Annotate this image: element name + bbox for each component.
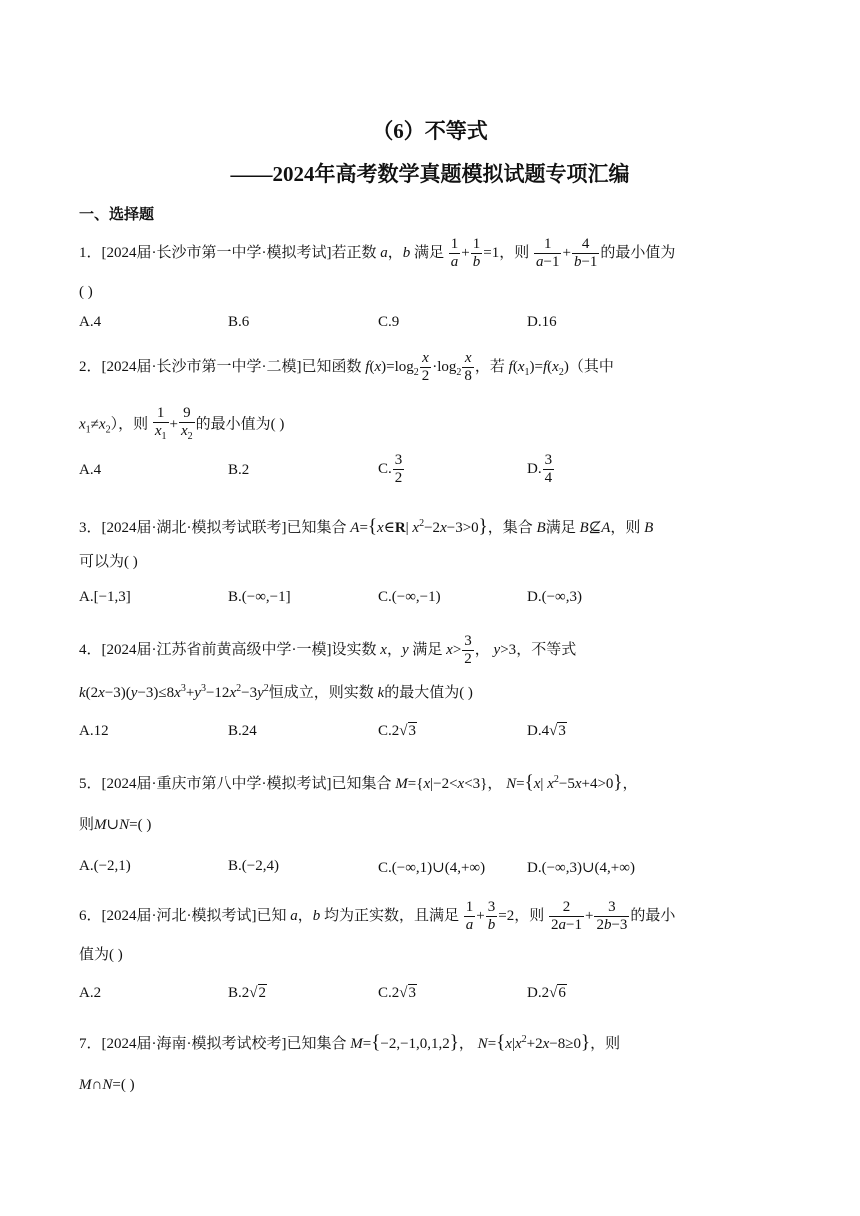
question-2-stem: 2．[2024届·长沙市第一中学·二模]已知函数 $f(x)=\log_2$ $\frac{x}{2}$ $\cdot\log_2$ $\frac{x}{8}$ ，若 $f(x_1)=f(x_2)$（其中 <box>79 350 614 384</box>
option-d: D.(−∞,3) <box>527 589 582 605</box>
option-a: A.2 <box>79 985 102 1001</box>
option-d: D.(−∞,3)∪(4,+∞) <box>527 860 635 876</box>
option-a: A.[−1,3] <box>79 589 131 605</box>
option-b: B.(−∞,−1] <box>228 589 291 605</box>
option-c: C.(−∞,−1) <box>378 589 441 605</box>
question-3-stem: 3．[2024届·湖北·模拟考试联考]已知集合 A={x∈R| $x^2-2x-3>0$}，集合 B满足 B⊈A，则 B <box>79 516 654 537</box>
section-title: 一、选择题 <box>79 207 155 223</box>
option-a: A.4 <box>79 462 102 478</box>
option-c: C.9 <box>378 314 400 330</box>
option-b: B.2 <box>228 462 250 478</box>
option-d: D.16 <box>527 314 557 330</box>
question-3-stem-cont: 可以为( ) <box>79 554 138 570</box>
question-2-stem-cont: $x_1\ne x_2$），则 $\frac{1}{x_1}$ + $\frac{9}{x_2}$ 的最小值为( ) <box>79 405 285 442</box>
option-b: B.6 <box>228 314 250 330</box>
question-2-options <box>79 452 799 486</box>
option-c: C.(−∞,1)∪(4,+∞) <box>378 860 486 876</box>
option-c: C. $\frac{3}{2}$ <box>378 452 403 486</box>
option-d: D.4√3 <box>527 723 566 739</box>
question-5-options <box>79 858 799 880</box>
page-subtitle: ——2024年高考数学真题模拟试题专项汇编 <box>230 162 630 186</box>
option-b: B.(−2,4) <box>228 858 279 874</box>
question-6-stem-cont: 值为( ) <box>79 947 123 963</box>
option-c: C.2√3 <box>378 723 416 739</box>
option-a: A.12 <box>79 723 109 739</box>
option-a: A.(−2,1) <box>79 858 131 874</box>
question-1-options <box>79 314 799 336</box>
option-b: B.2√2 <box>228 985 266 1001</box>
question-4-stem: 4．[2024届·江苏省前黄高级中学·一模]设实数 x，y 满足 x> $\frac{3}{2}$ ， y>3，不等式 <box>79 633 577 667</box>
question-7-stem: 7．[2024届·海南·模拟考试校考]已知集合 M={−2,−1,0,1,2}， $N=\{x|x^2+2x-8\ge 0\}$，则 <box>79 1032 621 1053</box>
question-7-stem-cont: M∩N=( ) <box>79 1077 135 1093</box>
option-d: D.2√6 <box>527 985 566 1001</box>
question-4-options <box>79 723 799 745</box>
question-1-stem: 1．[2024届·长沙市第一中学·模拟考试]若正数 a，b 满足 $\frac{1}{a}$ + $\frac{1}{b}$ =1，则 $\frac{1}{a-1}$ + $\frac{4}{b-1}$ 的最小值为 <box>79 236 676 270</box>
option-c: C.2√3 <box>378 985 416 1001</box>
question-6-stem: 6．[2024届·河北·模拟考试]已知 a，b 均为正实数，且满足 $\frac{1}{a}$ + $\frac{3}{b}$ =2，则 $\frac{2}{2a-1}$ + $\frac{3}{2b-3}$ 的最小 <box>79 899 676 933</box>
page-title: （6）不等式 <box>372 119 488 143</box>
option-a: A.4 <box>79 314 102 330</box>
option-d: D. $\frac{3}{4}$ <box>527 452 553 486</box>
question-6-options <box>79 985 799 1007</box>
question-1-paren: ( ) <box>79 284 93 300</box>
question-3-options <box>79 589 799 611</box>
question-5-stem-cont: 则M∪N=( ) <box>79 817 152 833</box>
question-4-stem-cont: $k(2x-3)(y-3)\le 8x^3+y^3-12x^2-3y^2$恒成立，则实数 k的最大值为( ) <box>79 683 473 701</box>
option-b: B.24 <box>228 723 257 739</box>
question-5-stem: 5．[2024届·重庆市第八中学·模拟考试]已知集合 M={x|−2<x<3}， N={x| $x^2-5x+4>0$}， <box>79 772 638 793</box>
